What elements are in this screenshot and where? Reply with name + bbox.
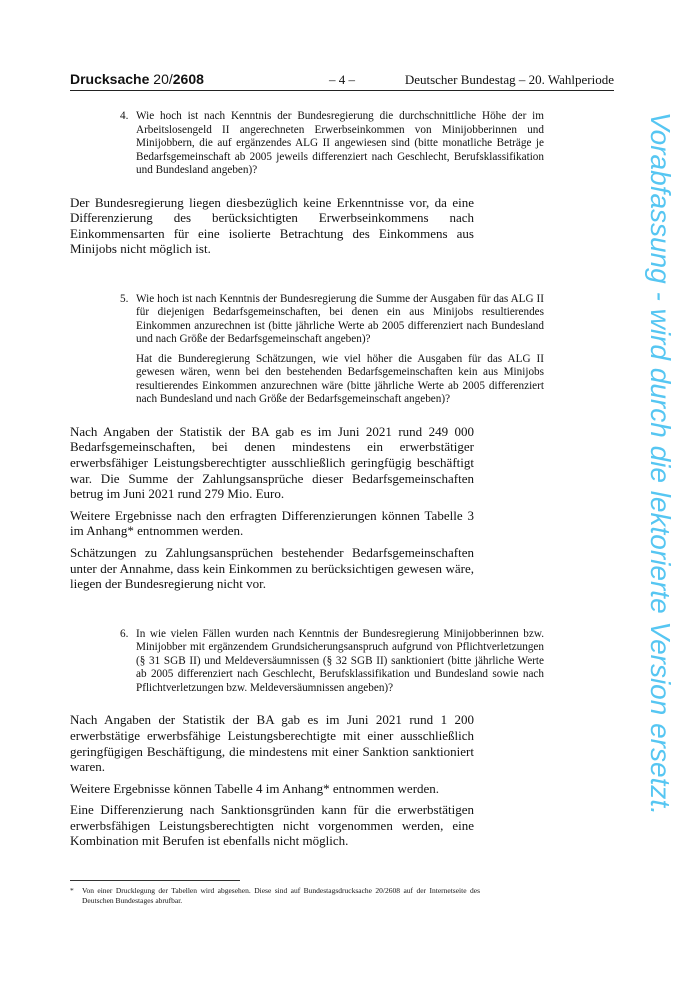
footnote-text: Von einer Drucklegung der Tabellen wird abgesehen. Diese sind auf Bundestagsdrucksache 20/2608 auf der Internetseite des Deutschen Bundestages abrufbar. [82, 886, 480, 905]
document-number: Drucksache 20/2608 [70, 71, 204, 87]
answer-paragraph: Eine Differenzierung nach Sanktionsgründen kann für die erwerbstätigen erwerbsfähigen Leistungsberechtigten nicht vorgenommen werden, eine Kombination mit Berufen ist ebenfalls nicht möglich. [70, 802, 474, 849]
question-text: Wie hoch ist nach Kenntnis der Bundesregierung die durchschnittliche Höhe der im Arbeitslosengeld II angerechneten Erwerbseinkommen von Minijobberinnen und Minijobbern, die auf ergänzendes ALG II angewiesen sind (bitte monatliche Beträge je Bedarfsgemeinschaft ab 2005 jeweils differenziert nach Geschlecht, Berufsklassifikation und Bundesland angeben)? [136, 110, 544, 176]
publisher: Deutscher Bundestag – 20. Wahlperiode [404, 72, 614, 87]
question-text: In wie vielen Fällen wurden nach Kenntnis der Bundesregierung Minijobberinnen bzw. Minijobber mit ergänzendem Grundsicherungsanspruch aufgrund von Pflichtverletzungen (§ 31 SGB II) und Meldeversäumnissen (§ 32 SGB II) sanktioniert (bitte jährliche Werte ab 2005 differenziert nach Geschlecht, Berufsklassifikation und Bundesland sowie nach Pflichtverletzungen bzw. Meldeversäumnissen angeben)? [136, 627, 544, 694]
question-number: 6. [120, 627, 129, 640]
page-content [70, 110, 614, 855]
answer-paragraph: Weitere Ergebnisse können Tabelle 4 im Anhang* entnommen werden. [70, 780, 440, 796]
footnote-divider [70, 880, 240, 881]
question-number: 5. [120, 292, 129, 305]
footnote-mark: * [70, 886, 74, 895]
footnote [70, 886, 480, 906]
question-4 [120, 110, 544, 184]
question-6 [120, 628, 544, 702]
question-text: Hat die Bunderegierung Schätzungen, wie viel höher die Ausgaben für das ALG II gewesen wären, wenn bei den bestehenden Bedarfsgemeinschaften kein aus Minijobs resultierendes Einkommen anzurechnen wäre (bitte jährliche Werte ab 2005 differenziert nach Bundesland und nach Größe der Bedarfsgemeinschaft angeben)? [136, 352, 544, 406]
question-text: Wie hoch ist nach Kenntnis der Bundesregierung die Summe der Ausgaben für das ALG II für diejenigen Bedarfsgemeinschaften, bei denen ein aus Minijobs resultierendes Einkommen anzurechnen ist (bitte jährliche Werte ab 2005 differenziert nach Bundesland und nach Größe der Bedarfsgemeinschaft angeben)? [136, 292, 544, 346]
answer-paragraph: Weitere Ergebnisse nach den erfragten Differenzierungen können Tabelle 3 im Anhang* entnommen werden. [70, 507, 474, 539]
page-number: – 4 – [329, 72, 355, 87]
answer-paragraph: Schätzungen zu Zahlungsansprüchen bestehender Bedarfsgemeinschaften unter der Annahme, dass kein Einkommen zu berücksichtigen gewesen wäre, liegen der Bundesregierung nicht vor. [70, 545, 474, 592]
answer-paragraph: Nach Angaben der Statistik der BA gab es im Juni 2021 rund 249 000 Bedarfsgemeinschaften, bei denen mindestens ein erwerbstätiger erwerbsfähiger Leistungsberechtigter ausschließlich geringfügig beschäftigt war. Die Summe der Zahlungsansprüche dieser Bedarfsgemeinschaften betrug im Juni 2021 rund 279 Mio. Euro. [70, 423, 474, 502]
draft-watermark: Vorabfassung - wird durch die lektorierte Version ersetzt. [645, 112, 676, 815]
question-number: 4. [120, 110, 129, 122]
answer-paragraph: Der Bundesregierung liegen diesbezüglich keine Erkenntnisse vor, da eine Differenzierung des berücksichtigten Erwerbseinkommens nach Einkommensarten für eine isolierte Betrachtung des Einkommens aus Minijobs nicht möglich ist. [70, 194, 474, 257]
question-5 [120, 293, 544, 413]
page-header [70, 70, 614, 91]
answer-paragraph: Nach Angaben der Statistik der BA gab es im Juni 2021 rund 1 200 erwerbstätige erwerbsfähige Leistungsberechtigte mit einer ausschließlich geringfügigen Beschäftigung, die mindestens mit einer Sanktion sanktioniert waren. [70, 712, 474, 775]
